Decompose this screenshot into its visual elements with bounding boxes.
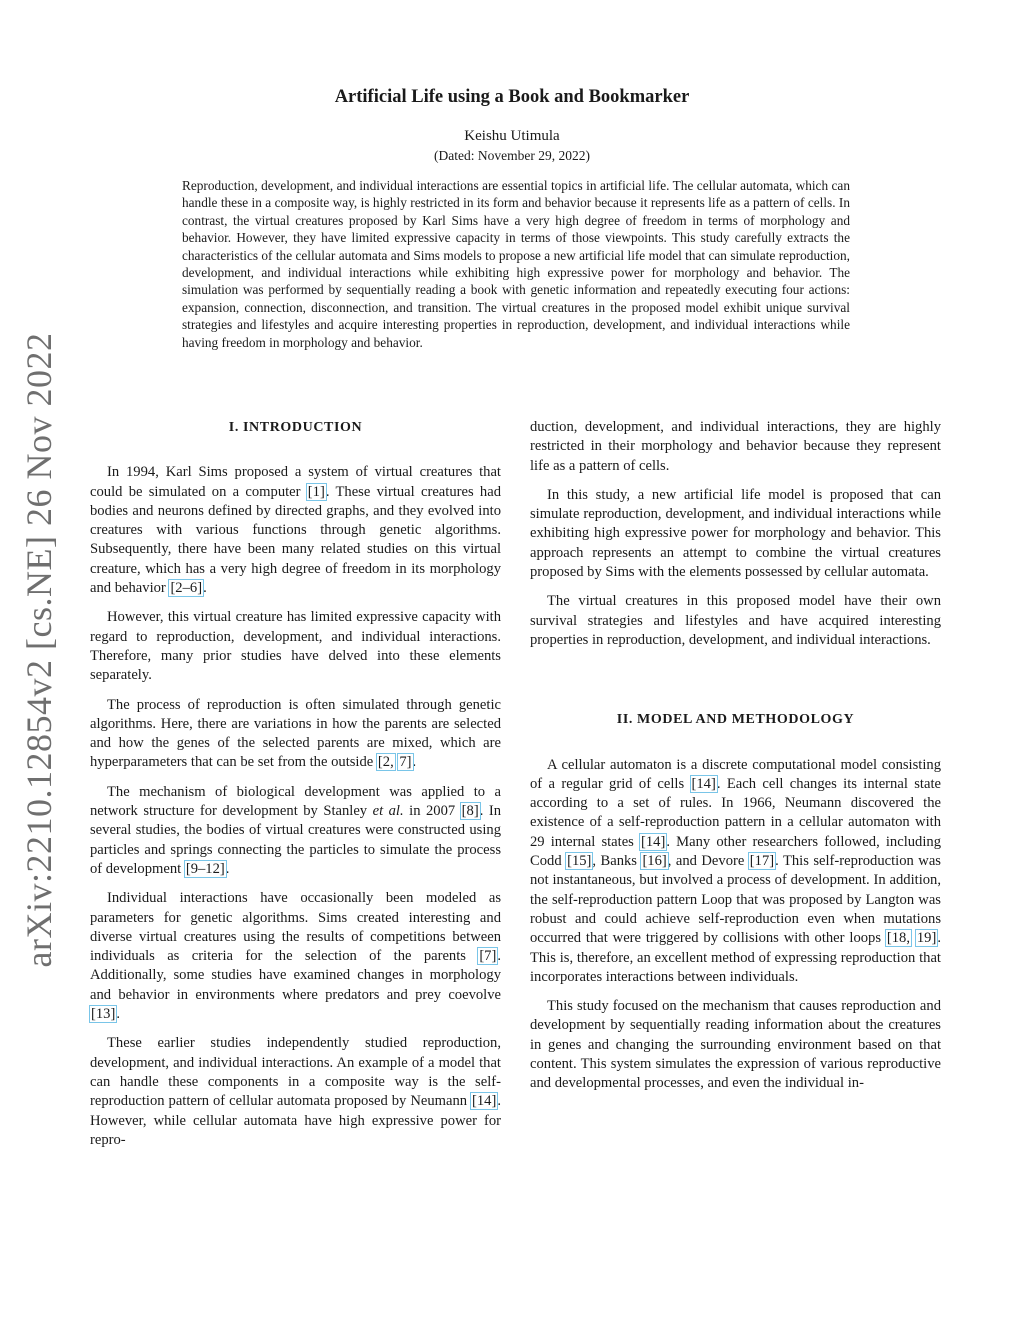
- citation-link[interactable]: [18,: [886, 930, 910, 947]
- author-name: Keishu Utimula: [464, 128, 560, 144]
- citation-link[interactable]: [13]: [91, 1006, 116, 1023]
- citation-link[interactable]: [14]: [691, 775, 716, 792]
- intro-paragraph-6: These earlier studies independently studied reproduction, development, and individual interactions. An example of a model that can handle these components in a composite way is the self-reproduction pattern of cellular automata proposed by Neumann [14]. However, while cellular automata have high expressive power for repro-: [90, 1035, 501, 1148]
- citation-link[interactable]: 19]: [916, 930, 937, 947]
- citation-link[interactable]: [16]: [642, 853, 667, 870]
- citation-link[interactable]: [17]: [749, 853, 775, 870]
- intro-paragraph-2: However, this virtual creature has limited expressive capacity with regard to reproduction, development, and individual interactions. Therefore, many prior studies have delved into these elements separately.: [90, 609, 501, 684]
- arxiv-identifier: [14, 332, 64, 968]
- citation-link[interactable]: [1]: [307, 483, 325, 500]
- citation-link[interactable]: 7]: [399, 754, 412, 771]
- model-paragraph-1: A cellular automaton is a discrete computational model consisting of a regular grid of cells [14]. Each cell changes its internal state according to a set of rules. In 1966, Neumann discovered the existence of a self-reproduction pattern in a cellular automaton with 29 internal states [14]. Many other researchers followed, including Codd [15], Banks [16], and Devore [17]. This self-reproduction was not instantaneous, but involved a process of development. In addition, the self-reproduction pattern Loop that was proposed by Langton was robust and could achieve self-reproduction even when mutations occurred that were triggered by collisions with other loops [18, 19]. This is, therefore, an excellent method of expressing reproduction that incorporates interactions between individuals.: [530, 756, 941, 985]
- citation-link[interactable]: [14]: [641, 833, 666, 850]
- intro-paragraph-8: The virtual creatures in this proposed model have their own survival strategies and lifestyles and have acquired interesting properties in reproduction, development, and individual interactions.: [530, 593, 941, 648]
- intro-paragraph-4: The mechanism of biological development was applied to a network structure for development by Stanley et al. in 2007 [8]. In several studies, the bodies of virtual creatures were constructed using particles and springs connecting the particles to simulate the process of development [9–12].: [90, 783, 502, 877]
- paper-title: Artificial Life using a Book and Bookmarker: [334, 87, 690, 107]
- citation-link[interactable]: [8]: [461, 803, 479, 820]
- right-column: [530, 418, 941, 1104]
- citation-link[interactable]: [14]: [472, 1093, 497, 1110]
- citation-link[interactable]: [2,: [377, 754, 394, 771]
- intro-paragraph-1: In 1994, Karl Sims proposed a system of virtual creatures that could be simulated on a computer [1]. These virtual creatures had bodies and neurons defined by directed graphs, and they evolved into creatures with various functions through genetic algorithms. Subsequently, there have been many related studies on this virtual creature, which has a very high degree of freedom in its morphology and behavior [2–6].: [90, 464, 501, 597]
- date-line: (Dated: November 29, 2022): [434, 148, 590, 163]
- section-heading-introduction: I. INTRODUCTION: [228, 420, 363, 435]
- citation-link[interactable]: [9–12]: [185, 860, 225, 877]
- intro-paragraph-3: The process of reproduction is often simulated through genetic algorithms. Here, there are variations in how the parents are selected and how the genes of the selected parents are mixed, which are hyperparameters that can be set from the outside [2, 7].: [90, 696, 501, 771]
- model-paragraph-2: This study focused on the mechanism that causes reproduction and development by sequentially reading information about the creatures in genes and changing the surrounding environment based on that content. This system simulates the expression of various reproductive and developmental processes, and even the individual in-: [530, 998, 941, 1092]
- left-column: [90, 418, 501, 1160]
- intro-paragraph-5: Individual interactions have occasionally been modeled as parameters for genetic algorithms. Sims created interesting and diverse virtual creatures using the results of competitions between individuals as criteria for the selection of the parents [7]. Additionally, some studies have examined changes in morphology and behavior in environments where predators and prey coevolve [13].: [90, 890, 501, 1023]
- abstract: Reproduction, development, and individual interactions are essential topics in artificial life. The cellular automata, which can handle these in a composite way, is highly restricted in its form and behavior because it represents life as a pattern of cells. In contrast, the virtual creatures proposed by Karl Sims have a very high degree of freedom in terms of morphology and behavior. However, they have limited expressive capacity in terms of those viewpoints. This study carefully extracts the characteristics of the cellular automata and Sims models to propose a new artificial life model that can simulate reproduction, development, and individual interactions while exhibiting high expressive power for morphology and behavior. The simulation was performed by sequentially reading a book with genetic information and repeatedly executing four actions: expansion, connection, disconnection, and transition. The virtual creatures in the proposed model exhibit unique survival strategies and lifestyles and acquire interesting properties in reproduction, development, and individual interactions while having freedom in morphology and behavior.: [182, 178, 850, 350]
- arxiv-identifier-text: arXiv:2210.12854v2 [cs.NE] 26 Nov 2022: [19, 332, 59, 968]
- section-heading-model-methodology: II. MODEL AND METHODOLOGY: [616, 712, 855, 728]
- intro-paragraph-7: In this study, a new artificial life model is proposed that can simulate reproduction, development, and individual interactions while exhibiting high expressive power for morphology and behavior. This approach represents an attempt to combine the virtual creatures proposed by Sims with the elements possessed by cellular automata.: [530, 486, 941, 581]
- citation-link[interactable]: [2–6]: [170, 580, 203, 597]
- citation-link[interactable]: [15]: [567, 853, 592, 870]
- intro-paragraph-6-continued: duction, development, and individual interactions, they are highly restricted in their morphology and behavior because they represent life as a pattern of cells.: [530, 419, 941, 474]
- citation-link[interactable]: [7]: [479, 948, 497, 965]
